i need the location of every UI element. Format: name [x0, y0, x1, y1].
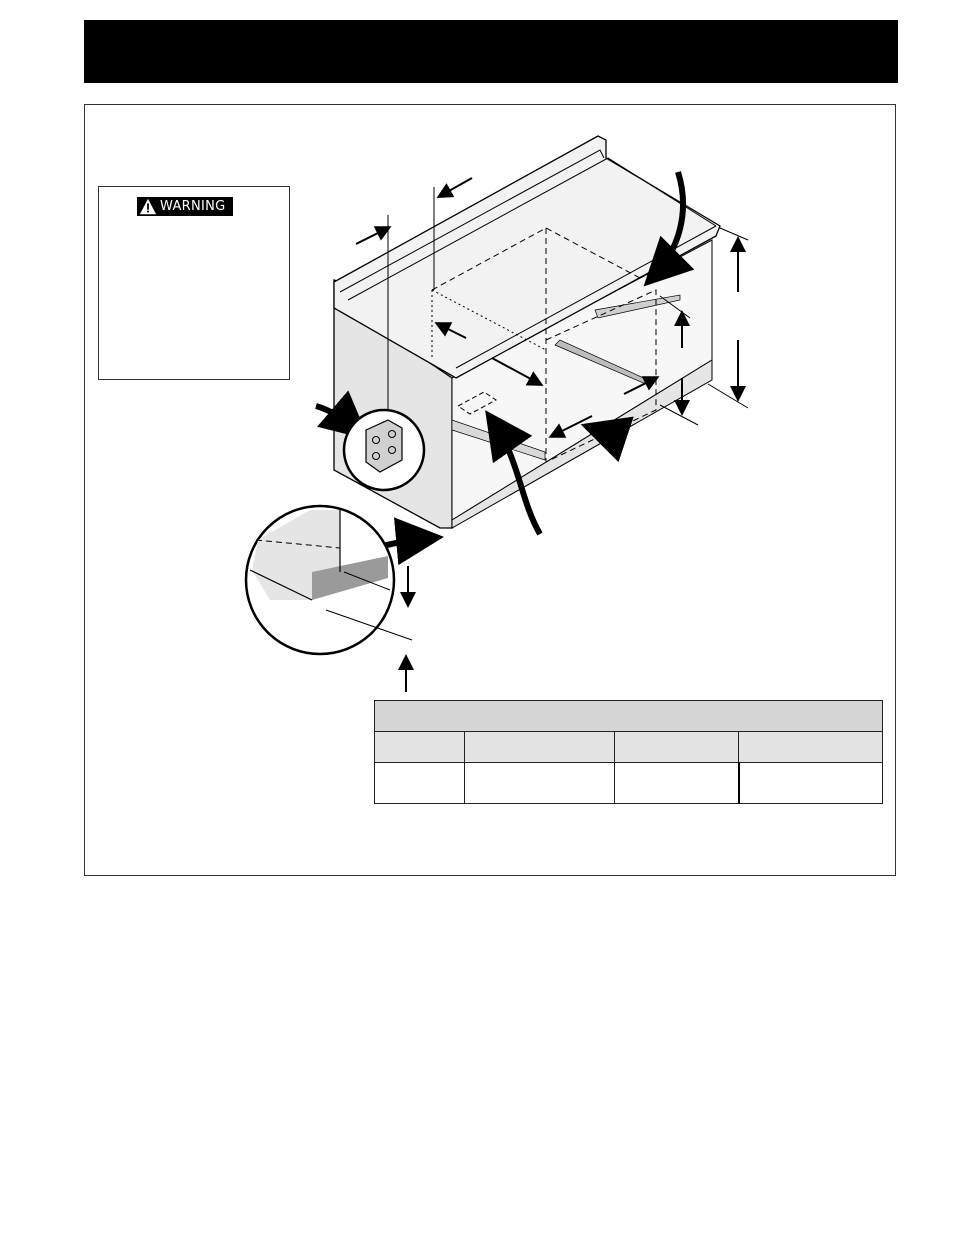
junction-box-detail [344, 410, 424, 490]
cutout-dimension-table [374, 700, 883, 804]
table-cell [465, 763, 615, 804]
warning-label: WARNING [160, 199, 226, 214]
table-cell [739, 763, 883, 804]
table-header-cell [739, 732, 883, 763]
base-clearance-detail [246, 506, 412, 654]
table-header-cell [615, 732, 739, 763]
table-header-cell [375, 732, 465, 763]
table-header-cell [465, 732, 615, 763]
table-cell [615, 763, 739, 804]
table-cell [375, 763, 465, 804]
table-title [375, 701, 883, 732]
